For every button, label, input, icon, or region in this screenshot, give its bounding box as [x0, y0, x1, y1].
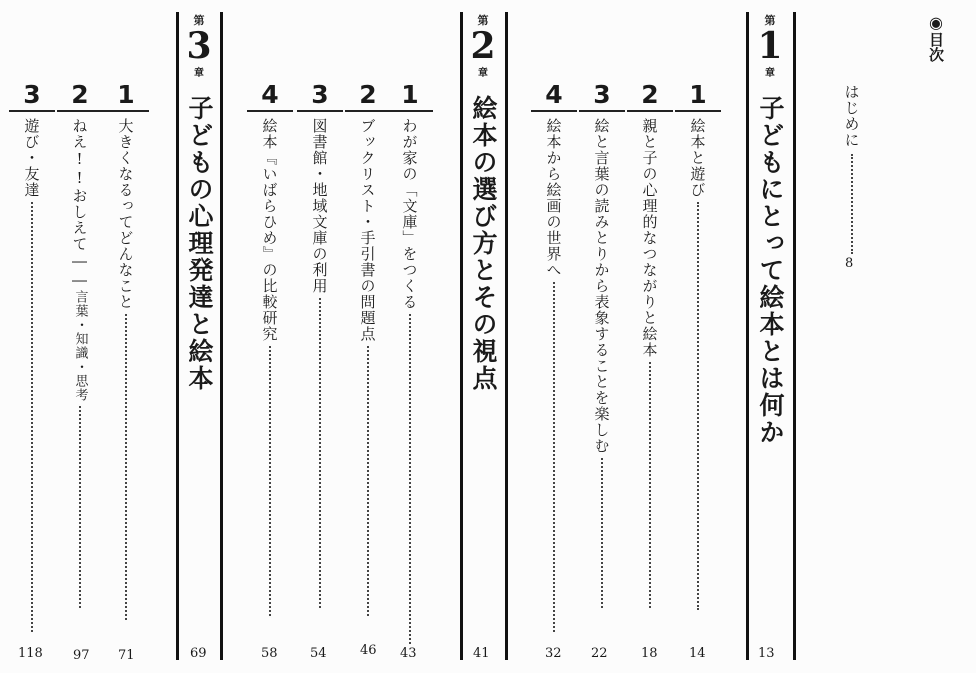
section-1-3[interactable] [578, 82, 626, 608]
section-page: 118 [18, 646, 43, 661]
leader-dots [409, 314, 411, 644]
toc-heading [927, 14, 945, 62]
section-rule [627, 110, 673, 112]
section-rule [579, 110, 625, 112]
leader-dots [367, 346, 369, 616]
section-1-2[interactable] [626, 82, 674, 608]
section-page: 43 [400, 646, 417, 661]
section-subtitle: 言葉・知識・思考 [72, 290, 88, 402]
chapter-suffix: 章 [194, 68, 204, 79]
section-number: 4 [261, 80, 279, 109]
chapter-2-page: 41 [473, 646, 490, 661]
leader-dots [649, 362, 651, 608]
section-number: 3 [593, 80, 611, 109]
section-page: 46 [360, 643, 377, 658]
leader-dots [697, 202, 699, 610]
chapter-title: 子どもにとって絵本とは何か [756, 95, 785, 446]
chapter-rule [505, 12, 508, 660]
leader-dots [31, 202, 33, 632]
section-rule [9, 110, 55, 112]
chapter-prefix: 第 [477, 14, 489, 27]
chapter-prefix: 第 [193, 14, 205, 27]
section-page: 14 [689, 646, 706, 661]
section-page: 97 [73, 648, 90, 663]
section-number: 1 [689, 80, 707, 109]
section-page: 32 [545, 646, 562, 661]
bullet-icon: ◉ [929, 13, 943, 32]
section-title: 大きくなるってどんなこと [116, 118, 135, 310]
leader-dots [319, 298, 321, 608]
chapter-1-page: 13 [758, 646, 775, 661]
section-3-3[interactable] [8, 82, 56, 632]
section-number: 2 [71, 80, 89, 109]
intro-entry[interactable] [840, 84, 864, 254]
section-number: 4 [545, 80, 563, 109]
section-rule [297, 110, 343, 112]
section-rule [531, 110, 577, 112]
section-2-3[interactable] [296, 82, 344, 608]
section-number: 1 [117, 80, 135, 109]
section-title: 遊び・友達 [22, 118, 41, 198]
section-number: 2 [359, 80, 377, 109]
leader-dots [125, 314, 127, 620]
chapter-number: 3 [186, 25, 212, 67]
section-page: 54 [310, 646, 327, 661]
section-title [70, 118, 91, 402]
chapter-3-heading[interactable] [177, 12, 221, 392]
section-title: ブックリスト・手引書の問題点 [358, 118, 377, 342]
section-1-1[interactable] [674, 82, 722, 610]
section-3-1[interactable] [102, 82, 150, 620]
leader-dots [79, 406, 81, 608]
section-title: 絵本と遊び [688, 118, 707, 198]
section-number: 1 [401, 80, 419, 109]
section-3-2[interactable] [56, 82, 104, 608]
section-title: 絵本『いばらひめ』の比較研究 [260, 118, 279, 342]
section-title-main: ねえ!!おしえて―― [70, 118, 89, 290]
section-page: 18 [641, 646, 658, 661]
section-page: 71 [118, 648, 135, 663]
section-2-4[interactable] [246, 82, 294, 616]
chapter-number: 1 [757, 25, 783, 67]
chapter-3-page: 69 [190, 646, 207, 661]
chapter-1-heading[interactable] [748, 12, 792, 446]
intro-title: はじめに [842, 84, 861, 148]
section-number: 2 [641, 80, 659, 109]
intro-page: 8 [845, 256, 854, 271]
section-title: 絵と言葉の読みとりから表象することを楽しむ [592, 118, 611, 454]
chapter-prefix: 第 [764, 14, 776, 27]
chapter-title: 子どもの心理発達と絵本 [185, 95, 214, 392]
section-title: わが家の「文庫」をつくる [400, 118, 419, 310]
section-1-4[interactable] [530, 82, 578, 632]
section-page: 58 [261, 646, 278, 661]
chapter-title: 絵本の選び方とその視点 [469, 95, 498, 392]
chapter-rule [793, 12, 796, 660]
section-2-1[interactable] [386, 82, 434, 644]
section-title: 親と子の心理的なつながりと絵本 [640, 118, 659, 358]
section-number: 3 [23, 80, 41, 109]
leader-dots [269, 346, 271, 616]
section-2-2[interactable] [344, 82, 392, 616]
section-page: 22 [591, 646, 608, 661]
section-rule [247, 110, 293, 112]
toc-title: 目次 [927, 32, 945, 62]
section-rule [675, 110, 721, 112]
chapter-suffix: 章 [765, 68, 775, 79]
leader-dots [553, 282, 555, 632]
section-title: 図書館・地域文庫の利用 [310, 118, 329, 294]
section-rule [345, 110, 391, 112]
section-title: 絵本から絵画の世界へ [544, 118, 563, 278]
section-rule [387, 110, 433, 112]
chapter-suffix: 章 [478, 68, 488, 79]
chapter-number: 2 [470, 25, 496, 67]
leader-dots [851, 154, 853, 254]
section-rule [57, 110, 103, 112]
section-rule [103, 110, 149, 112]
section-number: 3 [311, 80, 329, 109]
chapter-2-heading[interactable] [461, 12, 505, 392]
leader-dots [601, 458, 603, 608]
